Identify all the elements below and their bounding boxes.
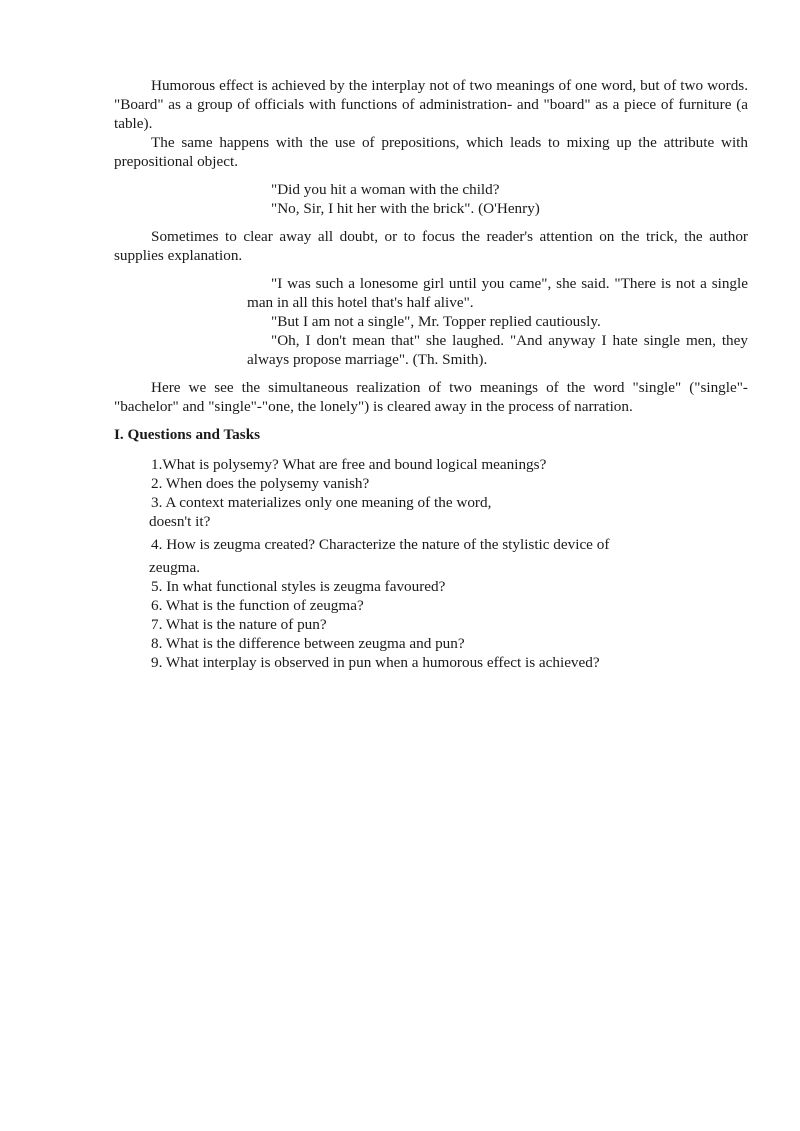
- document-page: [114, 76, 748, 672]
- task-item: 9. What interplay is observed in pun when a humorous effect is achieved?: [151, 654, 600, 671]
- paragraph-board-pun: Humorous effect is achieved by the interplay not of two meanings of one word, but of two words. "Board" as a group of officials with functions of administration- and "board" as a piece of furniture (a table).: [114, 77, 748, 132]
- task-item: 7. What is the nature of pun?: [151, 616, 327, 633]
- task-item-continuation: doesn't it?: [149, 513, 211, 530]
- task-list: [151, 455, 748, 672]
- quote-ohenry-line-2: "No, Sir, I hit her with the brick". (O'Henry): [271, 200, 540, 217]
- task-item: 6. What is the function of zeugma?: [151, 597, 364, 614]
- quote-smith-para-3: "Oh, I don't mean that" she laughed. "And anyway I hate single men, they always propose marriage". (Th. Smith).: [247, 332, 748, 368]
- section-heading: I. Questions and Tasks: [114, 426, 261, 443]
- task-item: 3. A context materializes only one meaning of the word,: [151, 494, 492, 511]
- task-item: 1.What is polysemy? What are free and bound logical meanings?: [151, 456, 547, 473]
- task-item: 5. In what functional styles is zeugma favoured?: [151, 578, 446, 595]
- quote-ohenry: [271, 180, 748, 218]
- paragraph-single-analysis: Here we see the simultaneous realization of two meanings of the word "single" ("single"-"bachelor" and "single"-"one, the lonely") is cleared away in the process of narration.: [114, 379, 748, 415]
- quote-smith-para-2: "But I am not a single", Mr. Topper replied cautiously.: [271, 313, 601, 330]
- task-item: 4. How is zeugma created? Characterize the nature of the stylistic device of: [151, 536, 610, 553]
- paragraph-prepositions: The same happens with the use of prepositions, which leads to mixing up the attribute with prepositional object.: [114, 134, 748, 170]
- quote-smith-para-1: "I was such a lonesome girl until you came", she said. "There is not a single man in all this hotel that's half alive".: [247, 275, 748, 311]
- paragraph-explanation: Sometimes to clear away all doubt, or to focus the reader's attention on the trick, the author supplies explanation.: [114, 228, 748, 264]
- task-item: 8. What is the difference between zeugma and pun?: [151, 635, 465, 652]
- quote-ohenry-line-1: "Did you hit a woman with the child?: [271, 181, 500, 198]
- task-item-continuation: zeugma.: [149, 559, 201, 576]
- task-item: 2. When does the polysemy vanish?: [151, 475, 370, 492]
- quote-smith: [247, 274, 748, 369]
